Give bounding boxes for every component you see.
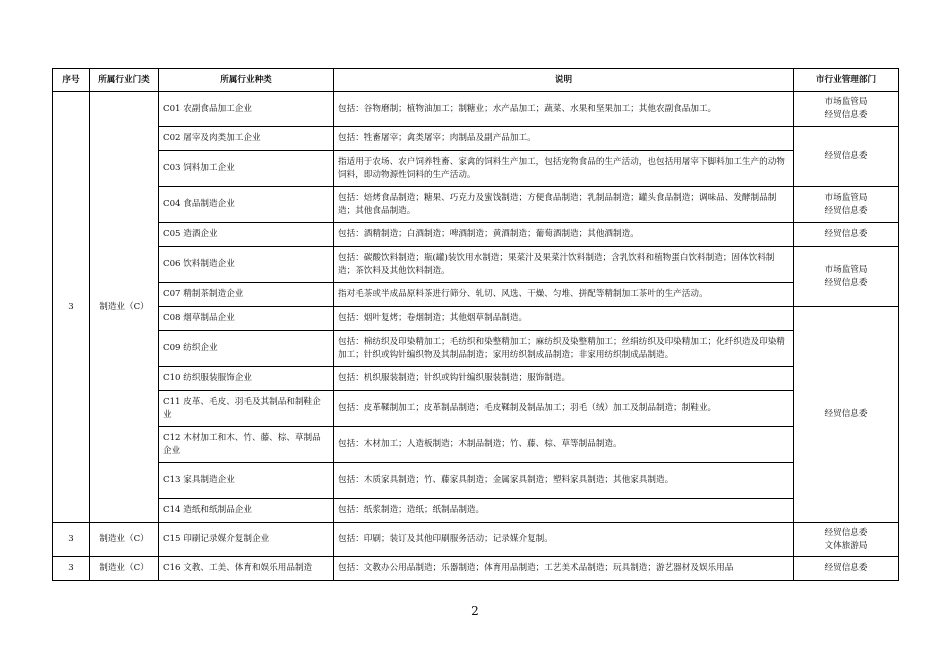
dept-line: 经贸信息委 [824, 205, 868, 216]
table-row [53, 557, 899, 581]
table-row [53, 127, 899, 151]
dept-line: 文体旅游局 [824, 540, 868, 551]
row-type: C15 印刷记录媒介复制企业 [159, 523, 334, 557]
page-number: 2 [471, 604, 479, 618]
row-category: 制造业（C） [90, 557, 159, 581]
group-category: 制造业（C） [90, 92, 159, 523]
row-seq: 3 [53, 523, 90, 557]
table-row [53, 523, 899, 557]
row-dept [794, 247, 899, 307]
table-row [53, 187, 899, 223]
row-type: C12 木材加工和木、竹、藤、棕、草制品企业 [159, 427, 334, 463]
dept-line: 经贸信息委 [824, 277, 868, 288]
row-category: 制造业（C） [90, 523, 159, 557]
table-row [53, 463, 899, 499]
row-desc: 指对毛茶或半成品原料茶进行筛分、轧切、风选、干燥、匀堆、拼配等精制加工茶叶的生产活动。 [334, 283, 794, 307]
header-type: 所属行业种类 [159, 69, 334, 92]
table-header-row [53, 69, 899, 92]
row-desc: 包括：烟叶复烤；卷烟制造；其他烟草制品制造。 [334, 307, 794, 331]
row-desc: 包括：牲畜屠宰；禽类屠宰；肉制品及副产品加工。 [334, 127, 794, 151]
header-dept: 市行业管理部门 [794, 69, 899, 92]
table-row [53, 367, 899, 391]
row-dept [794, 523, 899, 557]
row-type: C04 食品制造企业 [159, 187, 334, 223]
table-row [53, 499, 899, 523]
row-type: C02 屠宰及肉类加工企业 [159, 127, 334, 151]
row-type: C16 文教、工美、体育和娱乐用品制造 [159, 557, 334, 581]
row-desc: 包括：木质家具制造；竹、藤家具制造；金属家具制造；塑料家具制造；其他家具制造。 [334, 463, 794, 499]
row-type: C11 皮革、毛皮、羽毛及其制品和制鞋企业 [159, 391, 334, 427]
row-desc: 包括：棉纺织及印染精加工；毛纺织和染整精加工；麻纺织及染整精加工；丝绢纺织及印染精加工；化纤织造及印染精加工；针织或钩针编织物及其制品制造；家用纺织制成品制造；非家用纺织制成品制造。 [334, 331, 794, 367]
table-row [53, 283, 899, 307]
row-type: C06 饮料制造企业 [159, 247, 334, 283]
table-row [53, 427, 899, 463]
table-row [53, 307, 899, 331]
row-type: C13 家具制造企业 [159, 463, 334, 499]
row-type: C10 纺织服装服饰企业 [159, 367, 334, 391]
table-row [53, 223, 899, 247]
row-desc: 包括：印刷；装订及其他印刷服务活动；记录媒介复制。 [334, 523, 794, 557]
row-dept [794, 557, 899, 581]
table-row [53, 247, 899, 283]
row-desc: 包括：谷物磨制；植物油加工；制糖业；水产品加工；蔬菜、水果和坚果加工；其他农副食品加工。 [334, 92, 794, 127]
row-dept [794, 187, 899, 223]
row-desc: 包括：木材加工；人造板制造；木制品制造；竹、藤、棕、草等制品制造。 [334, 427, 794, 463]
row-type: C14 造纸和纸制品企业 [159, 499, 334, 523]
row-desc: 包括：焙烤食品制造；糖果、巧克力及蜜饯制造；方便食品制造；乳制品制造；罐头食品制造；调味品、发酵制品制造；其他食品制造。 [334, 187, 794, 223]
row-seq: 3 [53, 557, 90, 581]
row-type: C08 烟草制品企业 [159, 307, 334, 331]
row-dept [794, 127, 899, 187]
dept-line: 市场监管局 [824, 264, 868, 275]
row-type: C09 纺织企业 [159, 331, 334, 367]
table-row [53, 92, 899, 127]
row-type: C03 饲料加工企业 [159, 151, 334, 187]
industry-table [52, 68, 899, 581]
header-category: 所属行业门类 [90, 69, 159, 92]
row-desc: 包括：皮革鞣制加工；皮革制品制造；毛皮鞣制及制品加工；羽毛（绒）加工及制品制造；制鞋业。 [334, 391, 794, 427]
row-desc: 指适用于农场、农户饲养牲畜、家禽的饲料生产加工，包括宠物食品的生产活动，也包括用屠宰下脚料加工生产的动物饲料，即动物源性饲料的生产活动。 [334, 151, 794, 187]
row-desc: 包括：酒精制造；白酒制造；啤酒制造；黄酒制造；葡萄酒制造；其他酒制造。 [334, 223, 794, 247]
row-desc: 包括：机织服装制造；针织或钩针编织服装制造；服饰制造。 [334, 367, 794, 391]
dept-line: 经贸信息委 [824, 409, 868, 419]
row-type: C05 造酒企业 [159, 223, 334, 247]
header-seq: 序号 [53, 69, 90, 92]
row-dept [794, 92, 899, 127]
row-type: C07 精制茶制造企业 [159, 283, 334, 307]
dept-line: 市场监管局 [824, 192, 868, 203]
row-dept [794, 307, 899, 523]
table-row [53, 391, 899, 427]
table-row [53, 331, 899, 367]
table-row [53, 151, 899, 187]
header-desc: 说明 [334, 69, 794, 92]
group-seq: 3 [53, 92, 90, 523]
dept-line: 经贸信息委 [824, 110, 868, 120]
row-desc: 包括：碳酸饮料制造；瓶(罐)装饮用水制造；果菜汁及果菜汁饮料制造；含乳饮料和植物蛋白饮料制造；固体饮料制造；茶饮料及其他饮料制造。 [334, 247, 794, 283]
row-desc: 包括：纸浆制造；造纸；纸制品制造。 [334, 499, 794, 523]
dept-line: 经贸信息委 [824, 563, 868, 573]
dept-line: 市场监管局 [824, 97, 868, 107]
row-type: C01 农副食品加工企业 [159, 92, 334, 127]
dept-line: 经贸信息委 [824, 527, 868, 538]
row-desc: 包括：文教办公用品制造；乐器制造；体育用品制造；工艺美术品制造；玩具制造；游艺器材及娱乐用品 [334, 557, 794, 581]
row-dept [794, 223, 899, 247]
dept-line: 经贸信息委 [824, 151, 868, 161]
dept-line: 经贸信息委 [824, 229, 868, 239]
